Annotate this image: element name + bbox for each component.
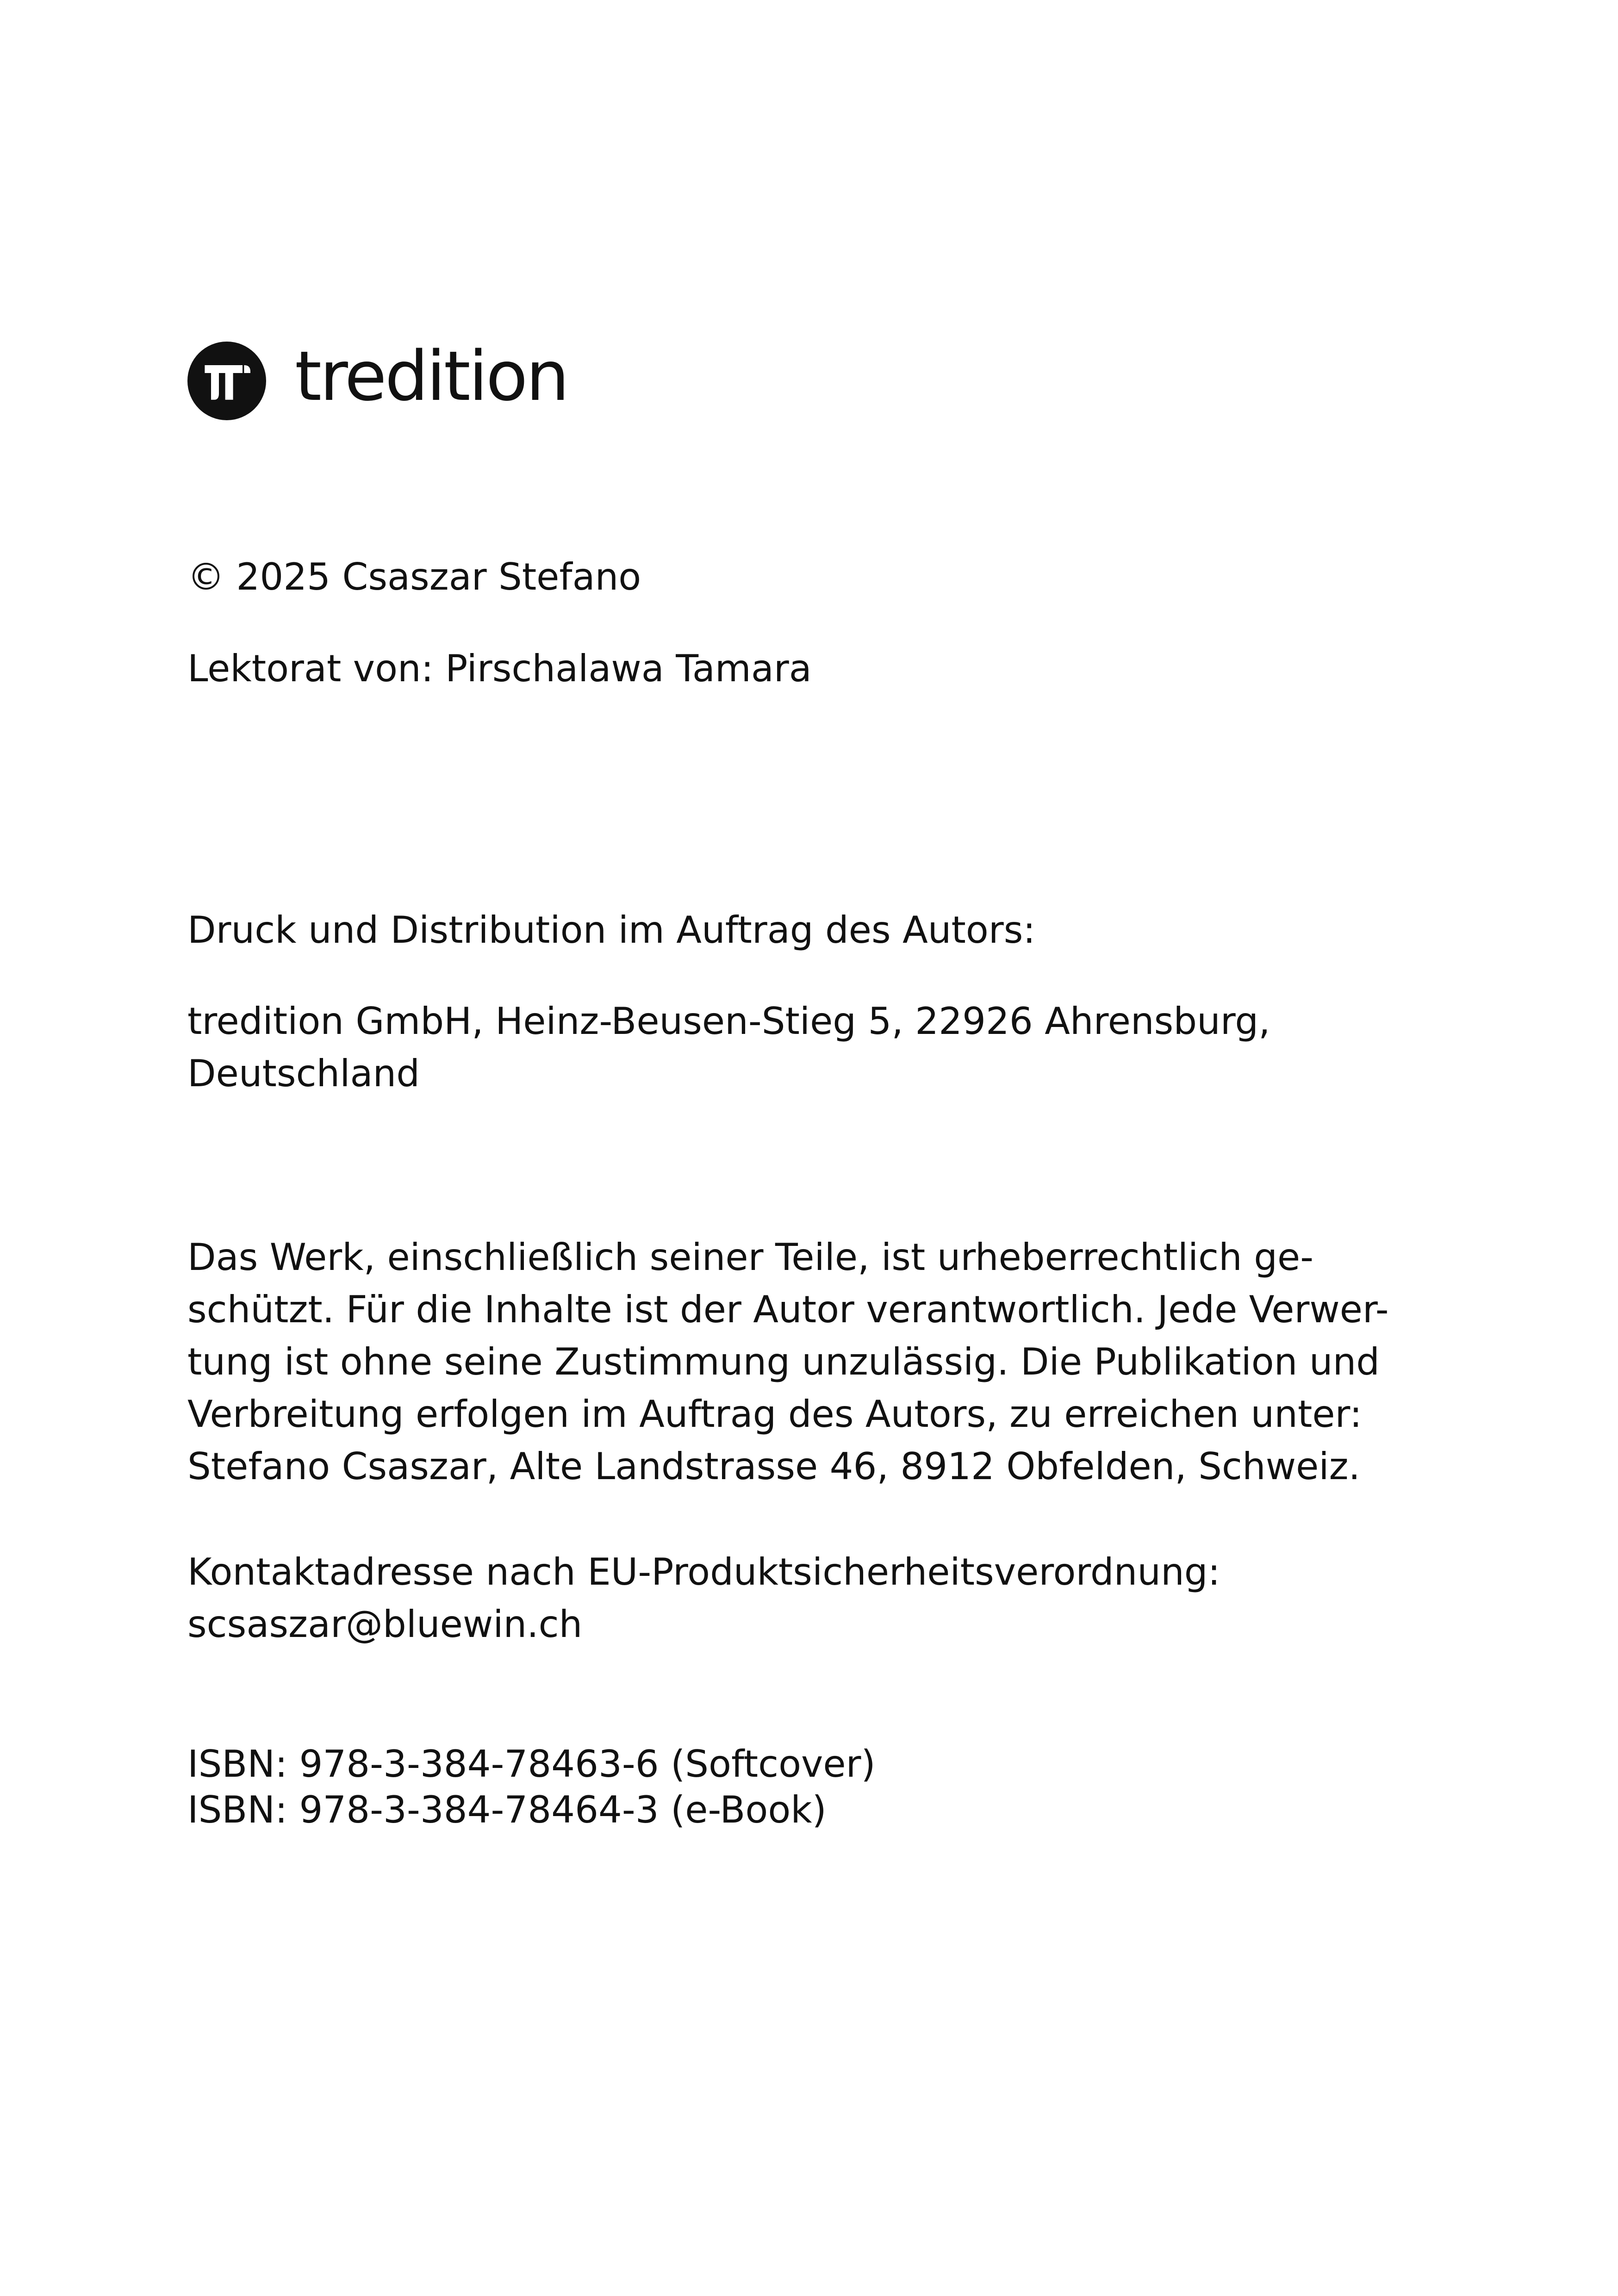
contact-email: scsaszar@bluewin.ch <box>187 1603 583 1646</box>
address-line: tredition GmbH, Heinz-Beusen-Stieg 5, 22926 Ahrensburg, <box>187 1000 1270 1043</box>
distribution-address-block <box>187 995 1437 1100</box>
copyright-line: © 2025 Csaszar Stefano <box>187 555 641 598</box>
contact-block <box>187 1546 1437 1650</box>
distribution-heading: Druck und Distribution im Auftrag des Autors: <box>187 908 1036 952</box>
isbn-ebook: ISBN: 978-3-384-78464-3 (e-Book) <box>187 1788 827 1831</box>
publisher-logo <box>187 336 568 420</box>
isbn-softcover: ISBN: 978-3-384-78463-6 (Softcover) <box>187 1742 876 1786</box>
legal-line: tung ist ohne seine Zustimmung unzulässig. Die Publikation und <box>187 1340 1380 1383</box>
legal-line: schützt. Für die Inhalte ist der Autor verantwortlich. Jede Verwer- <box>187 1288 1389 1331</box>
editor-block <box>187 642 1437 695</box>
legal-line: Verbreitung erfolgen im Auftrag des Autors, zu erreichen unter: <box>187 1393 1362 1436</box>
tredition-logo-icon <box>187 342 266 420</box>
copyright-block <box>187 551 1437 603</box>
distribution-heading-block <box>187 904 1437 956</box>
legal-line: Das Werk, einschließlich seiner Teile, ist urheberrechtlich ge- <box>187 1236 1314 1279</box>
editor-line: Lektorat von: Pirschalawa Tamara <box>187 647 812 690</box>
legal-notice-block <box>187 1231 1437 1493</box>
publisher-wordmark: tredition <box>295 336 568 416</box>
isbn-block <box>187 1741 1437 1833</box>
address-line: Deutschland <box>187 1052 420 1095</box>
contact-label: Kontaktadresse nach EU-Produktsicherheitsverordnung: <box>187 1550 1220 1593</box>
legal-line: Stefano Csaszar, Alte Landstrasse 46, 8912 Obfelden, Schweiz. <box>187 1445 1361 1488</box>
